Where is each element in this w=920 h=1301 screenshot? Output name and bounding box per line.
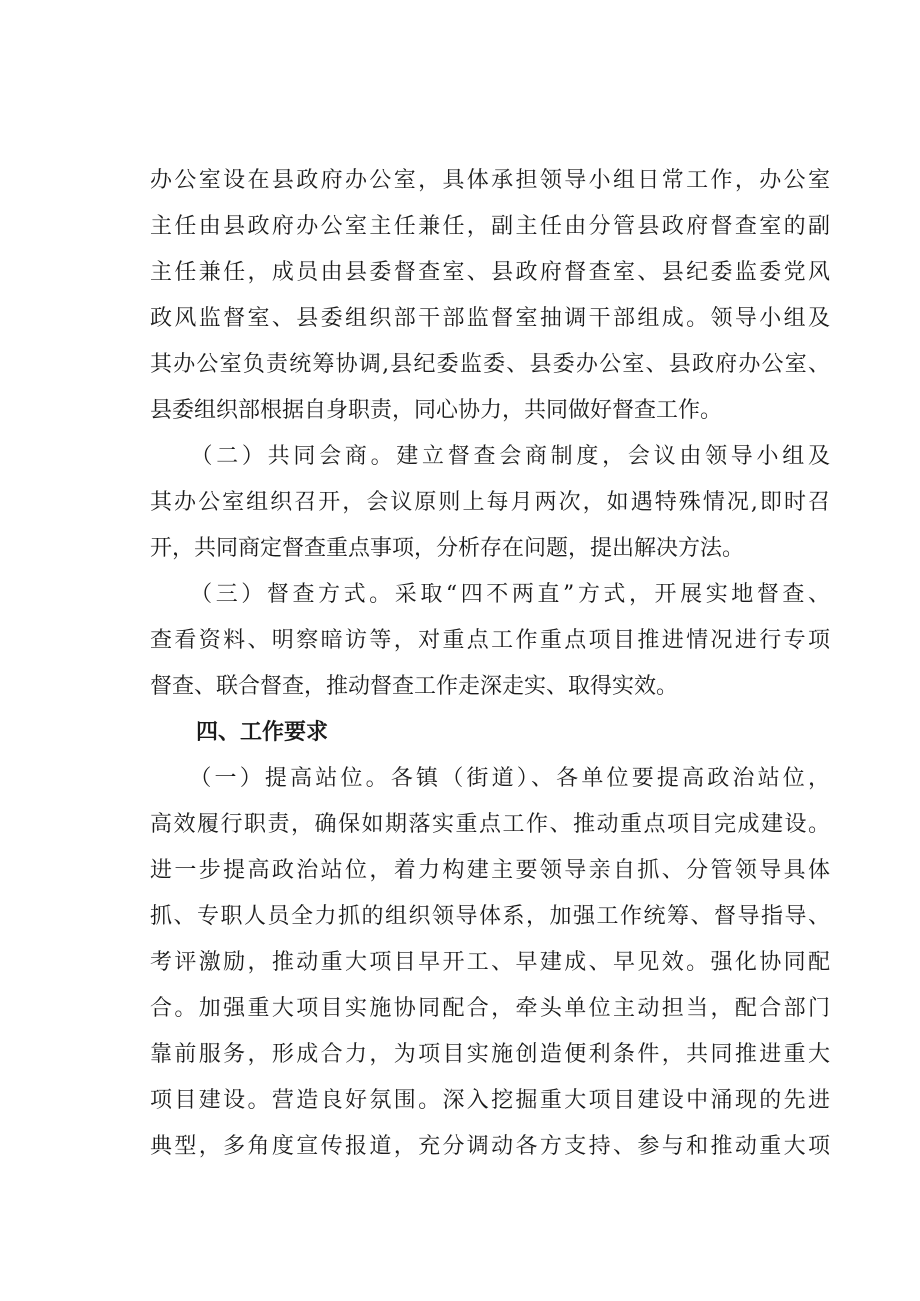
paragraph-line: 项目建设。营造良好氛围。深入挖掘重大项目建设中涌现的先进	[150, 1088, 830, 1113]
paragraph-line: 高效履行职责，确保如期落实重点工作、推动重点项目完成建设。	[150, 812, 830, 837]
section-heading: 四、工作要求	[196, 720, 329, 745]
paragraph-line: 查看资料、明察暗访等，对重点工作重点项目推进情况进行专项	[150, 628, 830, 653]
paragraph-line: 典型，多角度宣传报道，充分调动各方支持、参与和推动重大项	[150, 1134, 830, 1159]
paragraph-line: 抓、专职人员全力抓的组织领导体系，加强工作统筹、督导指导、	[150, 904, 830, 929]
paragraph-line: 合。加强重大项目实施协同配合，牵头单位主动担当，配合部门	[150, 996, 830, 1021]
paragraph-line: 督查、联合督查，推动督查工作走深走实、取得实效。	[150, 674, 679, 699]
paragraph-line: 靠前服务，形成合力，为项目实施创造便利条件，共同推进重大	[150, 1042, 830, 1067]
paragraph-line: 考评激励，推动重大项目早开工、早建成、早见效。强化协同配	[150, 950, 830, 975]
paragraph-line: 主任由县政府办公室主任兼任，副主任由分管县政府督查室的副	[150, 214, 830, 239]
paragraph-line: 进一步提高政治站位，着力构建主要领导亲自抓、分管领导具体	[150, 858, 830, 883]
paragraph-line: （一）提高站位。各镇（街道）、各单位要提高政治站位，	[150, 766, 830, 791]
paragraph-line: 其办公室负责统筹协调,县纪委监委、县委办公室、县政府办公室、	[150, 352, 830, 377]
paragraph-line: 开，共同商定督查重点事项，分析存在问题，提出解决方法。	[150, 536, 745, 561]
paragraph-line: 办公室设在县政府办公室，具体承担领导小组日常工作，办公室	[150, 168, 830, 193]
paragraph-line: 其办公室组织召开，会议原则上每月两次，如遇特殊情况,即时召	[150, 490, 830, 515]
paragraph-line: 主任兼任，成员由县委督查室、县政府督查室、县纪委监委党风	[150, 260, 830, 285]
document-page	[150, 158, 830, 1170]
paragraph-line: （三）督查方式。采取“四不两直”方式，开展实地督查、	[150, 582, 830, 607]
paragraph-line: 政风监督室、县委组织部干部监督室抽调干部组成。领导小组及	[150, 306, 830, 331]
paragraph-line: （二）共同会商。建立督查会商制度，会议由领导小组及	[150, 444, 830, 469]
paragraph-line: 县委组织部根据自身职责，同心协力，共同做好督查工作。	[150, 398, 723, 423]
